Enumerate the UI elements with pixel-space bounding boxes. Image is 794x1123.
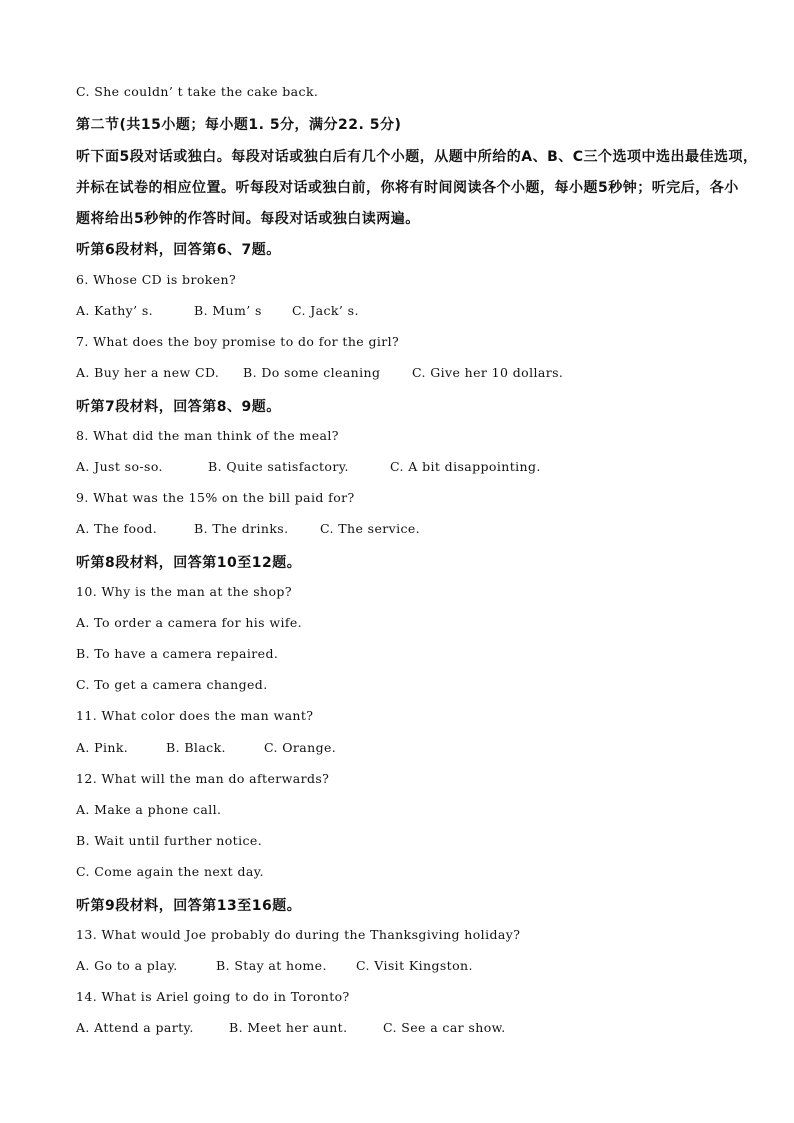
options-row	[76, 521, 420, 536]
instruction-line: 题将给出5秒钟的作答时间。每段对话或独白读两遍。	[76, 211, 420, 227]
option-b: B. The drinks.	[194, 521, 289, 536]
option-b: B. To have a camera repaired.	[76, 646, 279, 661]
question-text: 12. What will the man do afterwards?	[76, 771, 330, 786]
question-text: 6. Whose CD is broken?	[76, 272, 237, 287]
option-b: B. Do some cleaning	[243, 365, 381, 380]
option-a: A. Go to a play.	[76, 958, 178, 973]
option-b: B. Quite satisfactory.	[208, 459, 349, 474]
question-text: 11. What color does the man want?	[76, 708, 314, 723]
option-a: A. Buy her a new CD.	[76, 365, 220, 380]
instruction-line: 并标在试卷的相应位置。听每段对话或独白前，你将有时间阅读各个小题，每小题5秒钟；听完后，各小	[76, 180, 739, 196]
options-row	[76, 303, 359, 318]
option-b: B. Stay at home.	[216, 958, 327, 973]
option-c: C. The service.	[320, 521, 421, 536]
group-header: 听第6段材料，回答第6、7题。	[76, 242, 281, 258]
group-header: 听第8段材料，回答第10至12题。	[76, 555, 302, 571]
option-c: C. See a car show.	[383, 1020, 506, 1035]
option-a: A. Just so-so.	[76, 459, 163, 474]
option-c: C. Visit Kingston.	[356, 958, 473, 973]
options-row	[76, 365, 563, 380]
question-text: 10. Why is the man at the shop?	[76, 584, 292, 599]
options-row	[76, 740, 336, 755]
option-a: A. Kathy’ s.	[76, 303, 154, 318]
group-header: 听第9段材料，回答第13至16题。	[76, 898, 302, 914]
option-b: B. Black.	[166, 740, 226, 755]
option-c: C. To get a camera changed.	[76, 677, 268, 692]
group-header: 听第7段材料，回答第8、9题。	[76, 399, 281, 415]
options-row	[76, 958, 473, 973]
section-heading: 第二节(共15小题；每小题1. 5分，满分22. 5分)	[76, 117, 402, 133]
option-a: A. To order a camera for his wife.	[76, 615, 303, 630]
option-c: C. A bit disappointing.	[390, 459, 541, 474]
option-c: C. Jack’ s.	[292, 303, 359, 318]
option-c: C. Give her 10 dollars.	[412, 365, 564, 380]
option-c: C. Orange.	[264, 740, 337, 755]
options-row	[76, 459, 541, 474]
option-a: A. Attend a party.	[76, 1020, 194, 1035]
option-b: B. Wait until further notice.	[76, 833, 263, 848]
question-text: 14. What is Ariel going to do in Toronto?	[76, 989, 350, 1004]
option-c: C. Come again the next day.	[76, 864, 264, 879]
option-a: A. The food.	[76, 521, 158, 536]
option-line: C. She couldn’ t take the cake back.	[76, 84, 319, 99]
question-text: 7. What does the boy promise to do for the girl?	[76, 334, 400, 349]
instruction-line: 听下面5段对话或独白。每段对话或独白后有几个小题，从题中所给的A、B、C三个选项中选出最佳选项，	[76, 149, 758, 165]
option-b: B. Meet her aunt.	[229, 1020, 348, 1035]
question-text: 8. What did the man think of the meal?	[76, 428, 339, 443]
question-text: 13. What would Joe probably do during the Thanksgiving holiday?	[76, 927, 521, 942]
option-a: A. Make a phone call.	[76, 802, 222, 817]
options-row	[76, 1020, 506, 1035]
option-b: B. Mum’ s	[194, 303, 262, 318]
question-text: 9. What was the 15% on the bill paid for?	[76, 490, 355, 505]
option-a: A. Pink.	[76, 740, 129, 755]
